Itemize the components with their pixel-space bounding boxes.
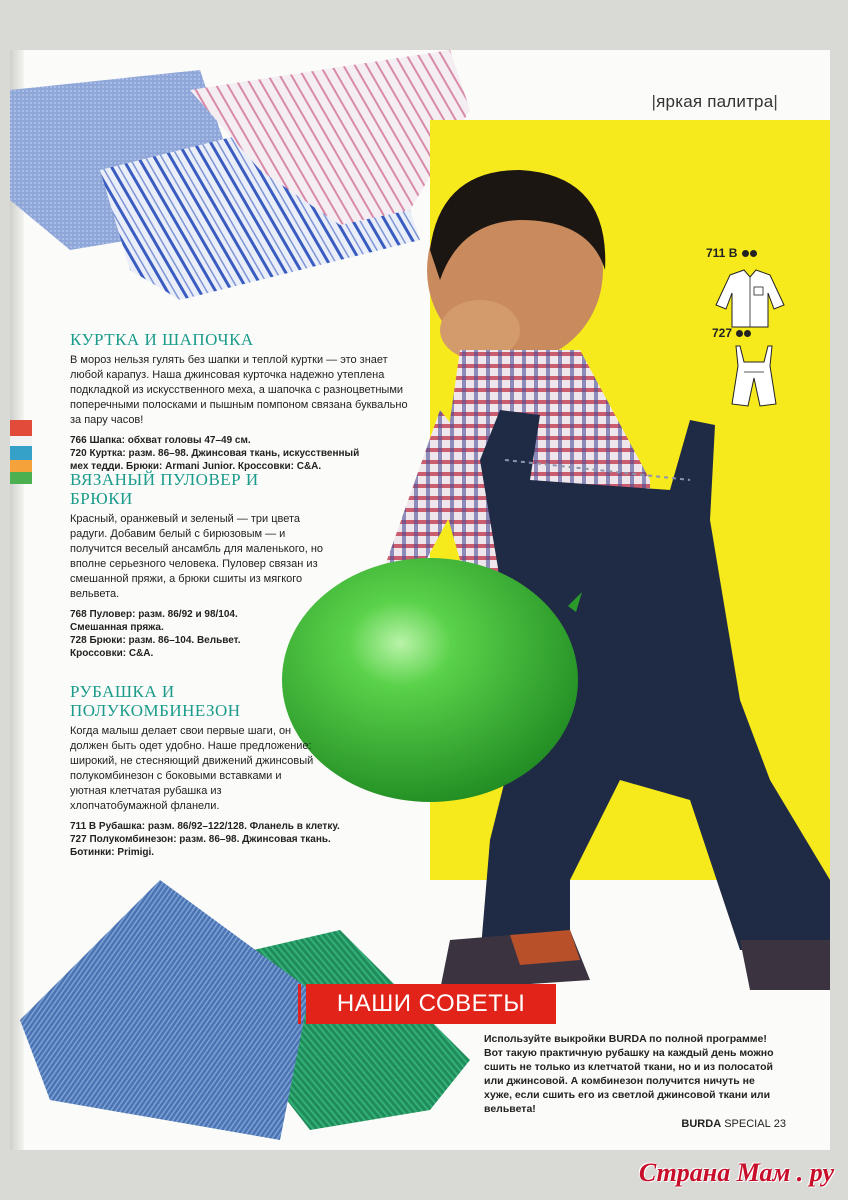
page-footer [681, 1118, 786, 1130]
brand-name: BURDA [681, 1118, 722, 1130]
page-number: 23 [773, 1118, 786, 1130]
article-title: РУБАШКА И ПОЛУКОМБИНЕЗОН [70, 682, 241, 720]
article-specs: 768 Пуловер: разм. 86/92 и 98/104. Смешанная пряжа. 728 Брюки: разм. 86–104. Вельвет. Кроссовки: C&A. [70, 609, 241, 659]
edge-knit-detail [10, 380, 32, 540]
magazine-page [10, 50, 830, 1150]
difficulty-dot-icon [744, 330, 751, 337]
article-specs: 711 В Рубашка: разм. 86/92–122/128. Фланель в клетку. 727 Полукомбинезон: разм. 86–98. Джинсовая ткань. Ботинки: Primigi. [70, 821, 340, 858]
article-specs: 766 Шапка: обхват головы 47–49 см. 720 Куртка: разм. 86–98. Джинсовая ткань, искусственный мех тедди. Брюки: Armani Junior. Кроссовки: C&A. [70, 435, 360, 472]
article-title: КУРТКА И ШАПОЧКА [70, 330, 254, 349]
shirt-technical-drawing [710, 265, 790, 335]
article-body: В мороз нельзя гулять без шапки и теплой куртки — это знает любой карапуз. Наша джинсовая курточка надежно утеплена подкладкой из искусственного меха, а шапочка с разноцветными поперечными полосками и пышным помпоном связана буквально за пару часов! [70, 354, 408, 426]
site-watermark: Страна Мам . ру [638, 1158, 834, 1187]
section-tag: |яркая палитра| [651, 92, 778, 111]
article-body: Красный, оранжевый и зеленый — три цвета радуги. Добавим белый с бирюзовым — и получится веселый ансамбль для маленького, но вполне серьезного человека. Пуловер связан из смешанной пряжи, а брюки сшиты из мягкого вельвета. [70, 513, 324, 600]
difficulty-dot-icon [736, 330, 743, 337]
pattern-code-711b: 711 В [706, 246, 757, 260]
pattern-code-727: 727 [712, 326, 751, 340]
tips-header: НАШИ СОВЕТЫ [306, 984, 556, 1024]
article-shirt-overalls [70, 682, 340, 859]
overalls-technical-drawing [714, 342, 794, 412]
article-jacket-hat [70, 330, 410, 473]
article-pullover-trousers [70, 470, 340, 660]
difficulty-dot-icon [750, 250, 757, 257]
article-body: Когда малыш делает свои первые шаги, он должен быть одет удобно. Наше предложение: широкий, не стесняющий движений джинсовый полукомбинезон с боковыми вставками и уютная клетчатая рубашка из хлопчатобумажной фланели. [70, 725, 314, 812]
article-title: ВЯЗАНЫЙ ПУЛОВЕР И БРЮКИ [70, 470, 259, 508]
edition-label: SPECIAL [724, 1118, 771, 1130]
tips-text: Используйте выкройки BURDA по полной программе! Вот такую практичную рубашку на каждый день можно сшить не только из клетчатой ткани, но и из полосатой или джинсовой. А комбинезон получится ничуть не хуже, если сшить его из светлой джинсовой ткани или вельвета! [484, 1033, 774, 1115]
difficulty-dot-icon [742, 250, 749, 257]
